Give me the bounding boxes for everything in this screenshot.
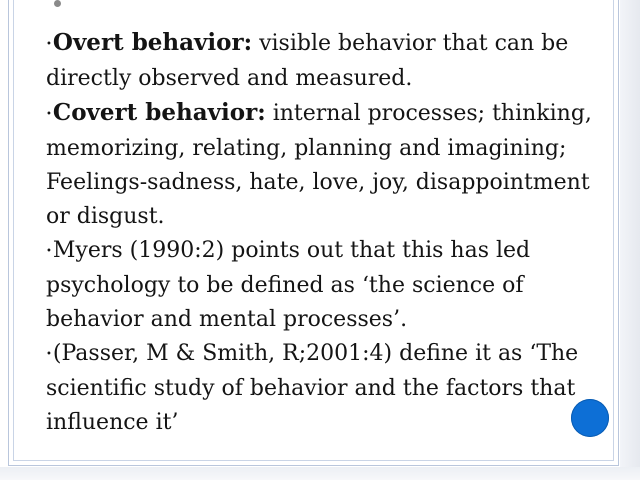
text-myers-quote: Myers (1990:2) points out that this has led psychology to be defined as ‘the science of behavior and mental processes’.	[46, 238, 531, 332]
paragraph-overt-behavior	[46, 26, 606, 96]
text-passer-smith-quote: (Passer, M & Smith, R;2001:4) define it as ‘The scientific study of behavior and the factors that influence it’	[46, 341, 579, 435]
blue-circle-icon	[571, 399, 609, 437]
decorative-dot-icon	[54, 0, 61, 7]
term-covert-behavior: Covert behavior:	[52, 99, 266, 126]
bullet-icon: •	[46, 349, 52, 360]
paragraph-myers	[46, 234, 606, 337]
bullet-icon: •	[46, 39, 52, 50]
paragraph-covert-behavior	[46, 96, 606, 234]
slide-body	[46, 26, 606, 440]
definition-overt-behavior: visible behavior that can be directly observed and measured.	[46, 31, 569, 91]
term-overt-behavior: Overt behavior:	[52, 29, 253, 56]
paragraph-passer-smith	[46, 337, 606, 440]
bullet-icon: •	[46, 109, 52, 120]
slide-shadow-right	[620, 0, 640, 470]
definition-covert-behavior: internal processes; thinking, memorizing, relating, planning and imagining; Feelings-sadness, hate, love, joy, disappointment or disgust.	[46, 101, 592, 229]
bullet-icon: •	[46, 246, 52, 257]
slide-shadow-bottom	[0, 467, 640, 480]
